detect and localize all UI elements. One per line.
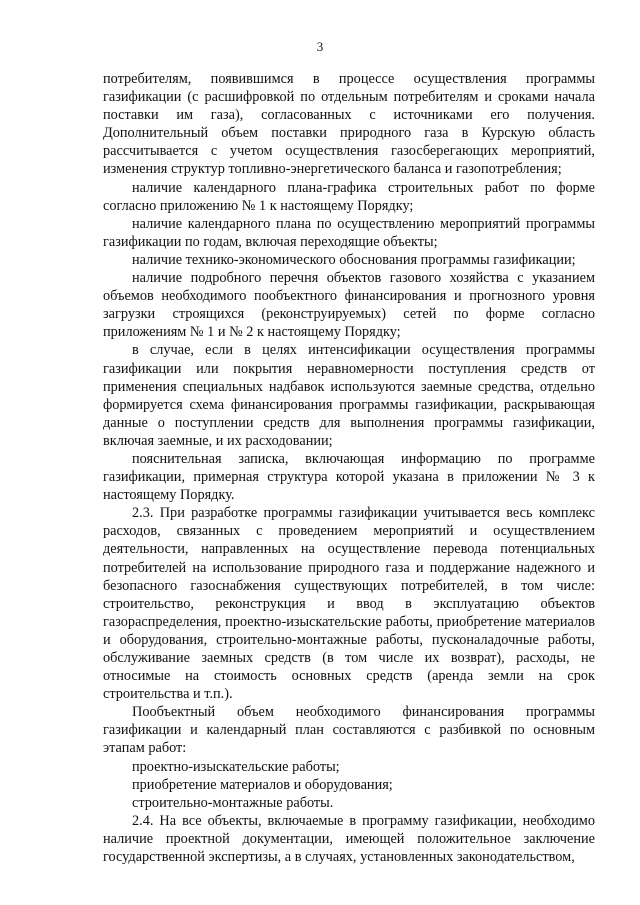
list-item-construction: строительно-монтажные работы. bbox=[132, 794, 334, 811]
page-number: 3 bbox=[316, 39, 324, 54]
paragraph-section-2-3: 2.3. При разработке программы газификации учитывается весь комплекс расходов, связанных с проведением мероприятий и осуществлением деятельности, направленных на осуществление перевода потенциальных потребителей на использование природного газа и поддержание надежного и безопасного газоснабжения существующих потребителей, в том числе: строительство, реконструкция и ввод в эксплуатацию объектов газораспределения, проектно-изыскательские работы, приобретение материалов и оборудования, строительно-монтажные работы, пусконаладочные работы, обслуживание заемных средств (в том числе их возврат), расходы, не относимые на стоимость основных средств (аренда земли на срок строительства и т.п.). bbox=[103, 505, 595, 703]
paragraph-object-list: наличие подробного перечня объектов газового хозяйства с указанием объемов необходимого пообъектного финансирования и прогнозного уровня загрузки строящихся (реконструируемых) сетей по форме согласно приложениям № 1 и № 2 к настоящему Порядку; bbox=[103, 270, 595, 341]
paragraph-calendar-plan: наличие календарного плана по осуществлению мероприятий программы газификации по годам, включая переходящие объекты; bbox=[103, 215, 595, 250]
paragraph-schedule-plan: наличие календарного плана-графика строительных работ по форме согласно приложению № 1 к настоящему Порядку; bbox=[103, 179, 595, 214]
paragraph-stages-intro: Пообъектный объем необходимого финансирования программы газификации и календарный план составляются с разбивкой по основным этапам работ: bbox=[103, 704, 595, 757]
paragraph-financing-scheme: в случае, если в целях интенсификации осуществления программы газификации или покрытия неравномерности поступления средств от применения специальных надбавок используются заемные средства, отдельно формируется схема финансирования программы газификации, раскрывающая данные о поступлении средств для выполнения программы газификации, включая заемные, и их расходовании; bbox=[103, 342, 595, 449]
paragraph-explanatory-note: пояснительная записка, включающая информацию по программе газификации, примерная структура которой указана в приложении № 3 к настоящему Порядку. bbox=[103, 450, 595, 504]
paragraph-continuation: потребителям, появившимся в процессе осуществления программы газификации (с расшифровкой по отдельным потребителям и сроками начала поставки им газа), согласованных с источниками его получения. Дополнительный объем поставки природного газа в Курскую область рассчитывается с учетом осуществления газосберегающих мероприятий, изменения структур топливно-энергетического баланса и газопотребления; bbox=[103, 71, 595, 178]
list-item-materials: приобретение материалов и оборудования; bbox=[132, 776, 393, 793]
paragraph-section-2-4: 2.4. На все объекты, включаемые в программу газификации, необходимо наличие проектной документации, имеющей положительное заключение государственной экспертизы, а в случаях, установленных законодательством, bbox=[103, 812, 595, 866]
paragraph-feasibility: наличие технико-экономического обоснования программы газификации; bbox=[132, 251, 576, 268]
list-item-survey-works: проектно-изыскательские работы; bbox=[132, 758, 340, 775]
document-body bbox=[103, 70, 595, 866]
